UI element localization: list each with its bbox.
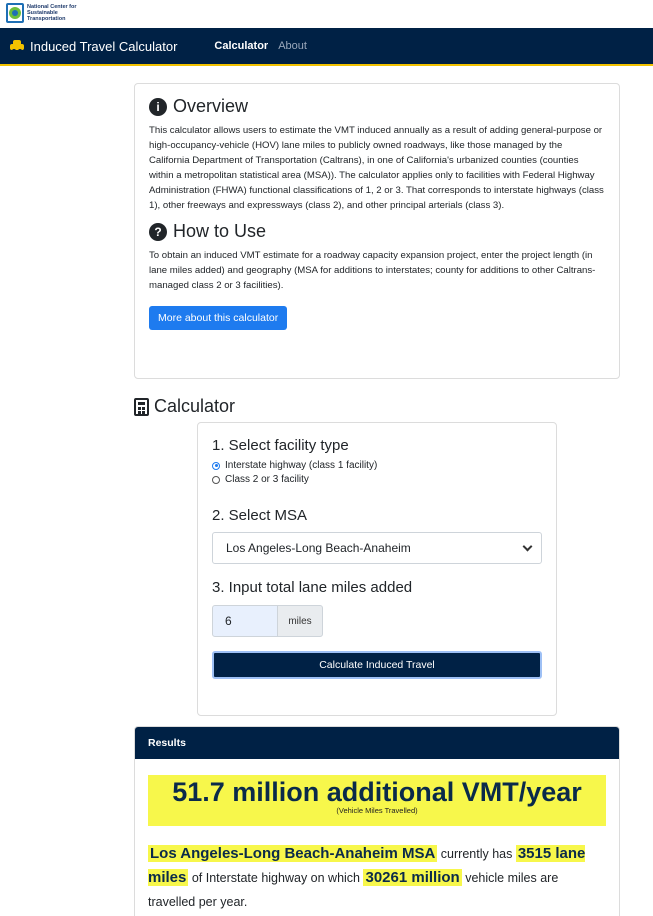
result-summary — [148, 842, 606, 914]
result-msa: Los Angeles-Long Beach-Anaheim MSA — [150, 845, 436, 862]
overview-title: Overview — [173, 96, 249, 116]
step2-label: 2. Select MSA — [212, 507, 308, 524]
result-lane-miles: 3515 lane miles — [148, 845, 586, 886]
navbar-brand[interactable]: Induced Travel Calculator — [30, 38, 178, 54]
ncst-logo-icon — [6, 3, 24, 23]
howto-title: How to Use — [173, 221, 267, 241]
lane-miles-input[interactable]: 6 — [212, 605, 278, 637]
nav-link-calculator[interactable]: Calculator — [214, 40, 269, 52]
question-icon: ? — [149, 223, 167, 241]
summary-text-1: currently has — [440, 847, 513, 861]
radio-label: Class 2 or 3 facility — [225, 474, 309, 485]
results-header: Results — [135, 727, 619, 759]
calculate-button[interactable]: Calculate Induced Travel — [212, 651, 542, 679]
radio-button-checked[interactable] — [212, 462, 220, 470]
result-highlight-box — [148, 775, 606, 826]
chevron-down-icon — [523, 541, 533, 551]
navbar — [0, 28, 653, 66]
calculator-form — [197, 422, 557, 716]
step3-label: 3. Input total lane miles added — [212, 579, 413, 596]
msa-select[interactable] — [212, 532, 542, 564]
summary-text-2: of Interstate highway on which — [191, 871, 360, 885]
howto-heading — [149, 221, 605, 242]
calculator-heading — [134, 396, 235, 417]
more-about-button[interactable]: More about this calculator — [149, 306, 287, 330]
result-vmt-value: 51.7 million additional VMT/year — [172, 777, 582, 807]
logo-text: National Center for Sustainable Transportation — [27, 4, 77, 22]
nav-link-about[interactable]: About — [278, 40, 307, 52]
step1-label: 1. Select facility type — [212, 437, 349, 454]
miles-unit-addon: miles — [278, 605, 323, 637]
radio-label: Interstate highway (class 1 facility) — [225, 460, 378, 471]
results-card — [134, 726, 620, 916]
overview-heading — [149, 96, 605, 117]
summary-text-3: vehicle miles are travelled per year. — [148, 871, 559, 909]
overview-text: This calculator allows users to estimate the VMT induced annually as a result of adding general-purpose or high-occupancy-vehicle (HOV) lane miles to publicly owned roadways, like those managed by the California Department of Transportation (Caltrans), in one of California's urbanized counties (counties within a metropolitan statistical area (MSA)). The calculator applies only to facilities with Federal Highway Administration (FHWA) functional classifications of 1, 2 or 3. That corresponds to interstate highways (class 1), other freeways and expressways (class 2), and other principal arterials (class 3). — [149, 125, 604, 211]
ncst-logo[interactable] — [6, 3, 87, 23]
car-icon — [10, 40, 24, 52]
howto-text: To obtain an induced VMT estimate for a roadway capacity expansion project, enter the project length (in lane miles added) and geography (MSA for additions to interstates; county for additions to other Caltrans-managed class 2 or 3 facilities). — [149, 250, 596, 291]
radio-button[interactable] — [212, 476, 220, 484]
radio-class-2-3[interactable] — [212, 474, 542, 485]
top-header — [0, 0, 653, 28]
msa-select-value: Los Angeles-Long Beach-Anaheim — [226, 541, 411, 555]
result-existing-vmt: 30261 million — [365, 869, 460, 886]
results-body — [135, 759, 619, 916]
lane-miles-group — [212, 605, 542, 637]
calculator-icon — [134, 398, 149, 416]
radio-interstate[interactable] — [212, 460, 542, 471]
overview-card — [134, 83, 620, 379]
calculator-title: Calculator — [154, 396, 236, 416]
result-vmt-subtitle: (Vehicle Miles Travelled) — [336, 806, 418, 815]
info-icon: i — [149, 98, 167, 116]
